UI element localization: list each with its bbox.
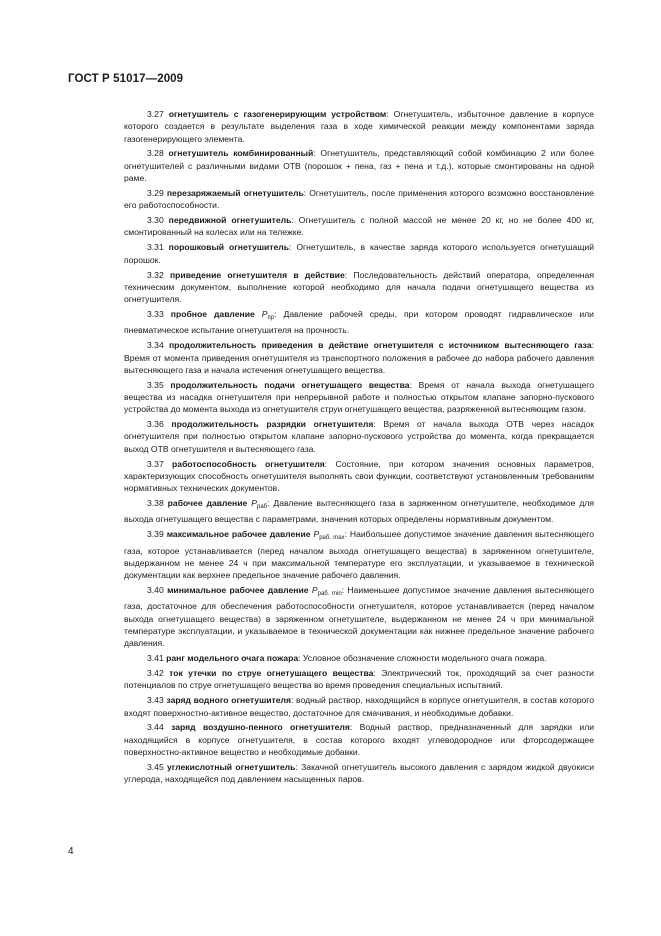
term: огнетушитель комбинированный — [168, 148, 314, 159]
definition-3-29 — [124, 187, 594, 212]
term: заряд воздушно-пенного огнетушителя — [171, 722, 350, 733]
definition-text: : Огнетушитель, представляющий собой комбинацию 2 или более огнетушителей с различными видами ОТВ (порошок + пена, газ + пена и т.д.), которые смонтированы на одной раме. — [124, 148, 594, 184]
clause-number: 3.37 — [147, 458, 164, 469]
term: углекислотный огнетушитель — [167, 761, 296, 772]
definition-3-44 — [124, 721, 594, 758]
definition-text: : Наименьшее допустимое значение давления вытесняющего газа, достаточное для обеспечения работоспособности огнетушителя, которое устанавливается (перед началом выхода огнетушащего вещества) в заряженном огнетушителе, выдержанном не менее 24 ч при минимальной температуре эксплуатации, и указываемое в технической документации как нижнее предельное значение рабочего давления. — [124, 585, 595, 649]
clause-number: 3.30 — [147, 215, 164, 226]
definition-3-37 — [124, 458, 594, 495]
term: ранг модельного очага пожара — [166, 653, 299, 664]
definition-text: : Время от начала выхода огнетушащего вещества из насадка огнетушителя при непрерывной работе и полностью открытом клапане запорно-пускового устройства до момента выхода из огнетушителя струи огнетушащего вещества, разряженной вытесняющим газом. — [124, 379, 594, 415]
clause-number: 3.36 — [147, 419, 164, 430]
symbol: P — [251, 498, 257, 509]
definition-text: : Последовательность действий оператора, определенная техническим документом, выполнение которой необходимо для начала подачи огнетушащего вещества из огнетушителя. — [124, 269, 594, 305]
definition-3-27 — [124, 108, 594, 145]
definition-text: : Водный раствор, предназначенный для зарядки или находящийся в корпусе огнетушителя, в состав которого входят углеводородное или фторсодержащее поверхностно-активное вещество и необходимые добавки. — [124, 722, 595, 758]
definition-3-34 — [124, 339, 594, 376]
symbol-subscript: пр — [267, 315, 275, 322]
definition-text: : Давление вытесняющего газа в заряженном огнетушителе, необходимое для выхода огнетушащего вещества с параметрами, значения которых определены нормативным документом. — [124, 498, 595, 525]
definition-3-31 — [124, 241, 594, 266]
symbol-subscript: раб — [256, 504, 268, 511]
document-header: ГОСТ Р 51017—2009 — [68, 73, 184, 85]
definition-text: : Наибольшее допустимое значение давления вытесняющего газа, которое устанавливается (перед началом выхода огнетушащего вещества) в заряженном огнетушителе, выдержанном не менее 24 ч при максимальной температуре его эксплуатации, и указываемое в технической документации как верхнее предельное значение рабочего давления. — [124, 529, 595, 581]
definition-text: : Условное обозначение сложности модельного очага пожара. — [298, 653, 547, 664]
definition-text: : водный раствор, находящийся в корпусе огнетушителя, в состав которого входят поверхностно-активное вещество, достаточное для смачивания, и необходимые добавки. — [124, 695, 595, 718]
term: продолжительность разрядки огнетушителя — [171, 419, 374, 430]
term: максимальное рабочее давление — [166, 529, 311, 540]
term: передвижной огнетушитель — [168, 215, 292, 226]
term: перезаряжаемый огнетушитель — [166, 187, 304, 198]
symbol: P — [311, 585, 318, 596]
definition-text: : Огнетушитель, избыточное давление в корпусе которого создается в результате выделения газа в ходе химической реакции между компонентами заряда газогенерирующего элемента. — [124, 109, 594, 144]
definition-text: : Время от момента приведения огнетушителя из транспортного положения в рабочее до набора рабочего давления вытесняющего газа и начала истечения огнетушащего вещества. — [124, 340, 594, 375]
definition-3-41 — [124, 652, 594, 664]
clause-number: 3.41 — [147, 653, 164, 664]
term: продолжительность приведения в действие огнетушителя с источником вытесняющего газа — [168, 340, 592, 351]
definition-3-33 — [124, 308, 594, 337]
definition-text: : Огнетушитель, после применения которого возможно восстановление его работоспособности. — [124, 187, 594, 211]
definition-3-28 — [124, 147, 594, 184]
symbol: P — [261, 309, 268, 320]
definition-text: : Состояние, при котором значения основных параметров, характеризующих способность огнетушителя выполнять свои функции, соответствуют установленным требованиям нормативных технических документов. — [124, 458, 595, 494]
definition-3-45 — [124, 761, 594, 786]
clause-number: 3.45 — [147, 761, 164, 772]
definition-text: : Время от начала выхода ОТВ через насадок огнетушителя при полностью открытом клапане запорно-пускового устройства до момента, когда прекращается выход ОТВ огнетушителя и вытесняющего газа. — [124, 419, 595, 454]
clause-number: 3.29 — [147, 187, 164, 198]
clause-number: 3.28 — [147, 148, 164, 159]
definition-3-35 — [124, 379, 594, 416]
definition-3-39 — [124, 528, 594, 581]
clause-number: 3.43 — [147, 695, 164, 706]
term: рабочее давление — [167, 498, 248, 509]
term: продолжительность подачи огнетушащего вещества — [170, 379, 410, 390]
symbol-subscript: раб. max — [319, 535, 345, 542]
symbol-subscript: раб. min — [317, 591, 342, 598]
symbol: P — [313, 529, 320, 540]
definition-text: : Давление рабочей среды, при котором проводят гидравлическое или пневматическое испытание огнетушителя на прочность. — [124, 309, 594, 336]
clause-number: 3.33 — [147, 309, 164, 320]
term: порошковый огнетушитель — [168, 242, 290, 253]
clause-number: 3.27 — [147, 109, 164, 119]
definition-3-38 — [124, 497, 594, 526]
definition-3-32 — [124, 269, 594, 306]
page-number: 4 — [68, 846, 74, 857]
definition-3-30 — [124, 214, 594, 239]
clause-number: 3.31 — [147, 242, 164, 253]
clause-number: 3.44 — [147, 722, 164, 733]
clause-number: 3.34 — [147, 340, 164, 351]
definition-3-40 — [124, 584, 594, 649]
term: работоспособность огнетушителя — [172, 458, 325, 469]
clause-number: 3.40 — [147, 585, 164, 596]
definitions-list — [124, 108, 594, 788]
clause-number: 3.42 — [147, 668, 164, 679]
definition-text: : Огнетушитель с полной массой не менее 20 кг, но не более 400 кг, смонтированный на колесах или на тележке. — [124, 215, 594, 238]
term: пробное давление — [170, 309, 255, 320]
definition-text: : Огнетушитель, в качестве заряда которого используется огнетушащий порошок. — [124, 242, 594, 265]
clause-number: 3.32 — [147, 269, 164, 280]
term: минимальное рабочее давление — [167, 585, 309, 596]
clause-number: 3.38 — [147, 498, 164, 509]
definition-3-43 — [124, 694, 594, 719]
definition-text: : Закачной огнетушитель высокого давления с зарядом жидкой двуокиси углерода, находящейся под давлением насыщенных паров. — [124, 761, 594, 785]
clause-number: 3.39 — [147, 529, 164, 540]
definition-3-36 — [124, 418, 594, 455]
term: приведение огнетушителя в действие — [169, 269, 345, 280]
term: заряд водного огнетушителя — [166, 695, 291, 706]
definition-text: : Электрический ток, проходящий за счет разности потенциалов по струе огнетушащего вещества во время проведения специальных испытаний. — [124, 668, 594, 691]
definition-3-42 — [124, 667, 594, 692]
term: ток утечки по струе огнетушащего вещества — [169, 668, 374, 679]
term: огнетушитель с газогенерирующим устройством — [168, 109, 387, 119]
clause-number: 3.35 — [147, 379, 164, 390]
